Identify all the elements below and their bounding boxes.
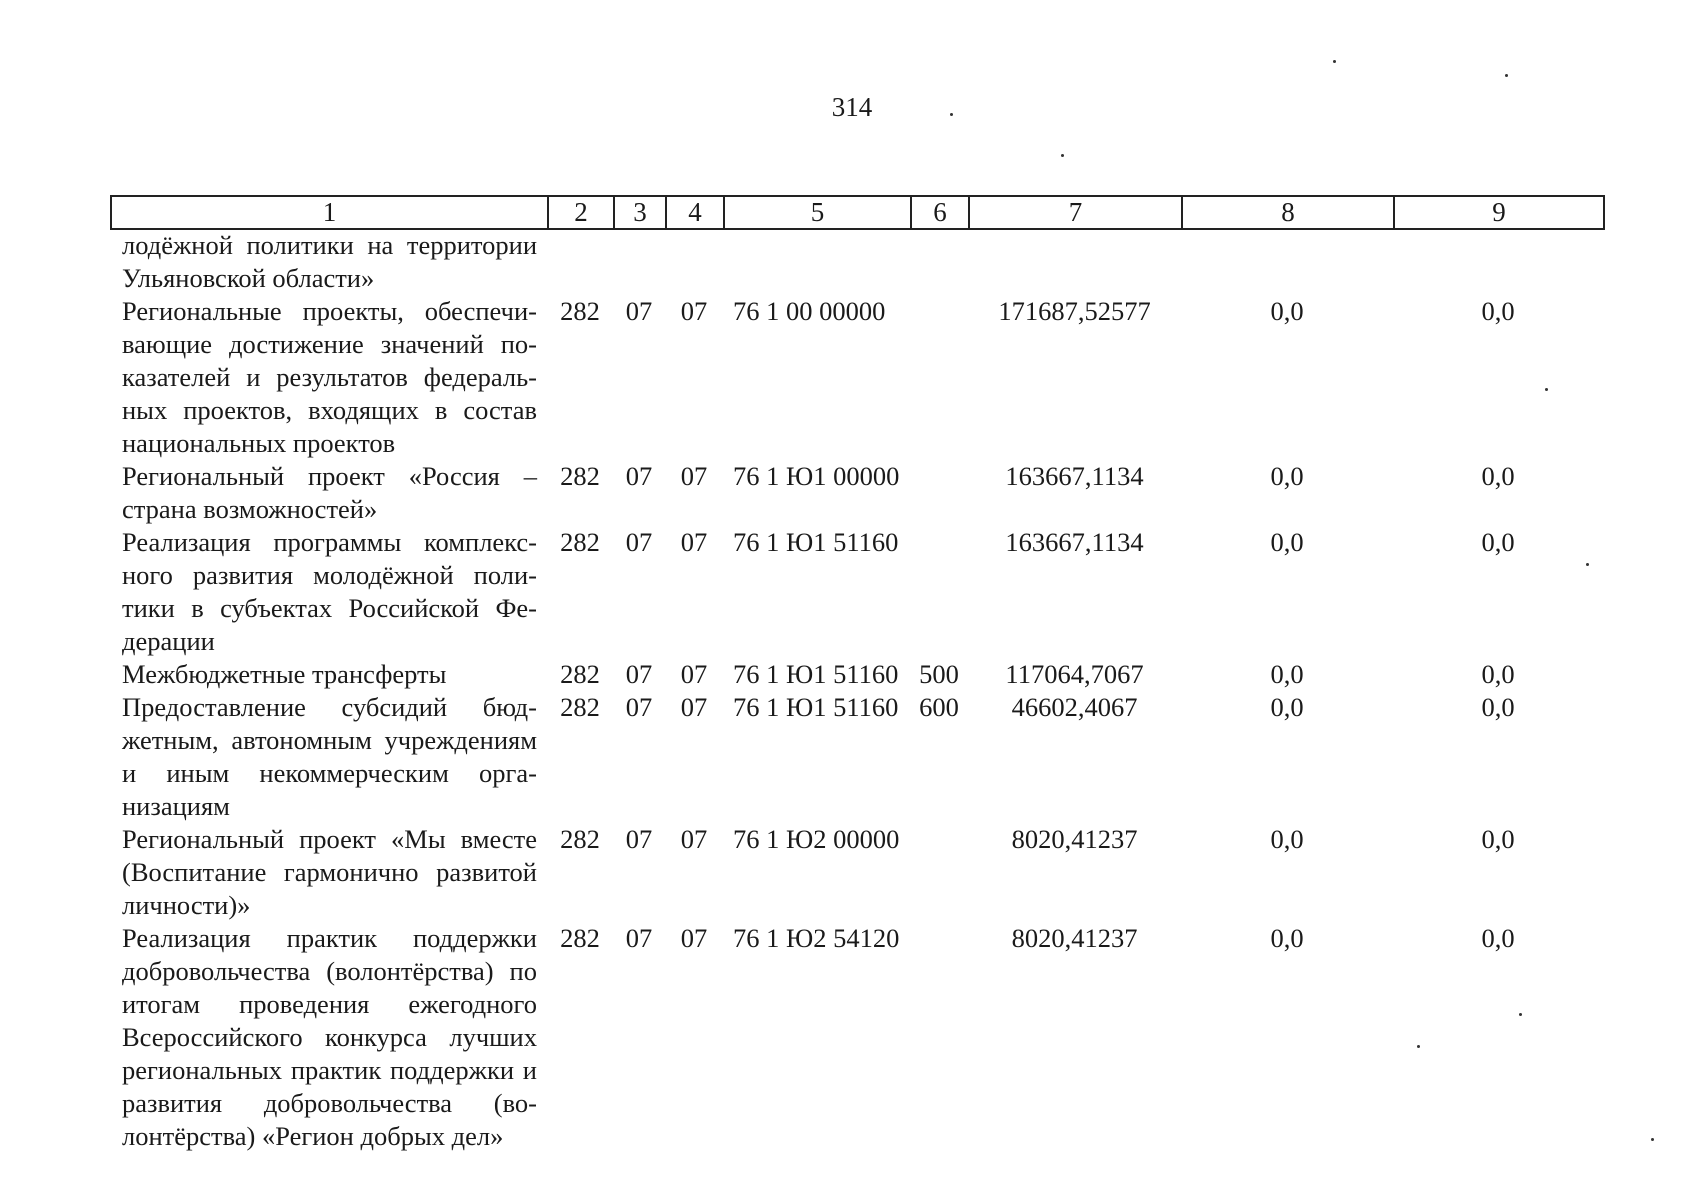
cell-col2: 282 xyxy=(560,692,600,722)
cell-code: 76 1 Ю1 00000 xyxy=(733,461,900,491)
row-name: Реализация программы комплексного развития молодёжной политики в субъектах Российской Федерации xyxy=(122,527,537,656)
row-name: Региональные проекты, обеспечивающие достижение значений показателей и результатов федеральных проектов, входящих в состав национальных проектов xyxy=(122,296,537,458)
column-header: 2 xyxy=(548,196,614,229)
table-row xyxy=(110,460,1603,526)
cell-col4: 07 xyxy=(680,296,708,326)
scan-speck xyxy=(950,113,953,116)
column-header: 4 xyxy=(666,196,724,229)
cell-col4 xyxy=(665,229,723,295)
table-row xyxy=(110,658,1603,691)
cell-expense-type: 500 xyxy=(919,659,959,689)
cell-code: 76 1 Ю1 51160 xyxy=(733,692,899,722)
cell-code: 76 1 Ю1 51160 xyxy=(733,527,899,557)
cell-expense-type xyxy=(910,922,968,1153)
cell-col8: 0,0 xyxy=(1270,296,1304,326)
cell-col9: 0,0 xyxy=(1481,461,1515,491)
scan-speck xyxy=(1545,388,1548,391)
cell-col4: 07 xyxy=(680,692,708,722)
cell-col2: 282 xyxy=(560,824,600,854)
cell-col3: 07 xyxy=(625,296,653,326)
row-name: Предоставление субсидий бюджетным, автономным учреждениям и иным некоммерческим организациям xyxy=(122,692,537,821)
cell-col8: 0,0 xyxy=(1270,659,1304,689)
cell-col7: 117064,7067 xyxy=(1005,659,1144,689)
cell-col2: 282 xyxy=(560,461,600,491)
cell-col7: 8020,41237 xyxy=(1011,824,1138,854)
cell-col8: 0,0 xyxy=(1270,527,1304,557)
cell-col8 xyxy=(1181,229,1393,295)
cell-col8: 0,0 xyxy=(1270,692,1304,722)
cell-col2 xyxy=(547,229,613,295)
cell-code xyxy=(723,229,910,295)
scan-speck xyxy=(1651,1138,1654,1141)
cell-col3: 07 xyxy=(625,824,653,854)
page-number: 314 xyxy=(831,92,873,122)
row-name: Межбюджетные трансферты xyxy=(122,659,447,689)
cell-col2: 282 xyxy=(560,923,600,953)
cell-code: 76 1 00 00000 xyxy=(733,296,886,326)
cell-col3: 07 xyxy=(625,527,653,557)
cell-code: 76 1 Ю2 54120 xyxy=(733,923,900,953)
table-row xyxy=(110,922,1603,1153)
column-header: 5 xyxy=(724,196,911,229)
cell-col7: 8020,41237 xyxy=(1011,923,1138,953)
scan-speck xyxy=(1505,74,1508,77)
column-header: 7 xyxy=(969,196,1182,229)
cell-col3: 07 xyxy=(625,923,653,953)
cell-col7 xyxy=(968,229,1181,295)
table-row xyxy=(110,526,1603,658)
column-header: 6 xyxy=(911,196,969,229)
column-header-row xyxy=(110,195,1605,230)
table-row xyxy=(110,823,1603,922)
cell-code: 76 1 Ю2 00000 xyxy=(733,824,900,854)
row-name: Реализация практик поддержки добровольчества (волонтёрства) по итогам проведения ежегодного Всероссийского конкурса лучших региональных практик поддержки и развития добровольчества (волонтёрства) «Регион добрых дел» xyxy=(122,923,537,1151)
scan-speck xyxy=(1519,1013,1522,1016)
cell-col3: 07 xyxy=(625,659,653,689)
cell-col3 xyxy=(613,229,665,295)
column-header: 3 xyxy=(614,196,666,229)
row-name: лодёжной политики на территории Ульяновской области» xyxy=(122,230,537,293)
cell-col9: 0,0 xyxy=(1481,923,1515,953)
cell-expense-type xyxy=(910,295,968,460)
cell-col9: 0,0 xyxy=(1481,527,1515,557)
scan-speck xyxy=(1417,1045,1420,1048)
cell-col4: 07 xyxy=(680,527,708,557)
cell-col2: 282 xyxy=(560,659,600,689)
budget-table xyxy=(110,229,1603,1153)
cell-col4: 07 xyxy=(680,824,708,854)
cell-col7: 46602,4067 xyxy=(1011,692,1138,722)
table-row xyxy=(110,295,1603,460)
scan-speck xyxy=(1061,154,1064,157)
cell-col8: 0,0 xyxy=(1270,923,1304,953)
cell-expense-type xyxy=(910,823,968,922)
cell-col9: 0,0 xyxy=(1481,692,1515,722)
row-name: Региональный проект «Россия – страна возможностей» xyxy=(122,461,537,524)
table-row xyxy=(110,229,1603,295)
cell-col4: 07 xyxy=(680,923,708,953)
cell-code: 76 1 Ю1 51160 xyxy=(733,659,899,689)
scan-speck xyxy=(1333,60,1336,63)
cell-col3: 07 xyxy=(625,461,653,491)
scan-speck xyxy=(1586,563,1589,566)
cell-col2: 282 xyxy=(560,296,600,326)
cell-expense-type xyxy=(910,526,968,658)
cell-col7: 163667,1134 xyxy=(1005,527,1144,557)
cell-expense-type xyxy=(910,229,968,295)
cell-col9: 0,0 xyxy=(1481,659,1515,689)
cell-col7: 163667,1134 xyxy=(1005,461,1144,491)
row-name: Региональный проект «Мы вместе (Воспитание гармонично развитой личности)» xyxy=(122,824,537,920)
cell-col3: 07 xyxy=(625,692,653,722)
cell-col9: 0,0 xyxy=(1481,296,1515,326)
cell-col8: 0,0 xyxy=(1270,824,1304,854)
cell-col2: 282 xyxy=(560,527,600,557)
column-header: 9 xyxy=(1394,196,1604,229)
cell-col4: 07 xyxy=(680,461,708,491)
cell-col8: 0,0 xyxy=(1270,461,1304,491)
cell-col7: 171687,52577 xyxy=(998,296,1151,326)
cell-expense-type: 600 xyxy=(919,692,959,722)
column-header: 8 xyxy=(1182,196,1394,229)
column-header: 1 xyxy=(111,196,548,229)
cell-col9: 0,0 xyxy=(1481,824,1515,854)
cell-col4: 07 xyxy=(680,659,708,689)
cell-expense-type xyxy=(910,460,968,526)
table-row xyxy=(110,691,1603,823)
cell-col9 xyxy=(1393,229,1603,295)
